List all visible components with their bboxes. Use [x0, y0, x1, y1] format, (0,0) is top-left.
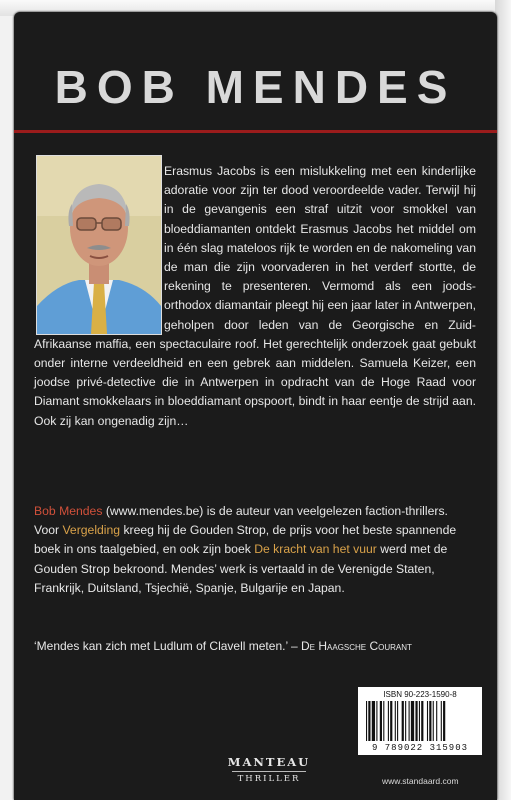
- publisher-divider: [232, 771, 306, 772]
- bio-text-1: (www.mendes.be) is de auteur van veelgelezen faction-thrillers. Voor: [34, 504, 448, 538]
- press-quote: [34, 639, 476, 653]
- bio-book-kracht: De kracht van het vuur: [254, 542, 377, 557]
- synopsis-body: Erasmus Jacobs is een mislukkeling met een kinderlijke adoratie voor zijn ter dood veroordeelde vader. Terwijl hij in de gevangenis een straf uitzit voor smokkel van bloeddiamanten ontdekt Erasmus Jacobs het middel om in één slag mateloos rijk te worden en de nakomeling van de man die zijn voorvaderen in het verderf stortte, de rekening te presenteren. Vermomd als een joods-orthodox diamantair pleegt hij een jaar later in Antwerpen, geholpen door leden van de Georgische en Zuid-Afrikaanse maffia, een spectaculaire roof. Het gerechtelijk onderzoek gaat gebukt onder interne verdeeldheid en een gebrek aan middelen. Samuela Keizer, een joodse privé-detective die in Antwerpen in opdracht van de Hoge Raad voor Diamant smokkelaars in bloeddiamant opspoort, bindt in haar eentje de strijd aan. Ook zij kan ongenadig zijn…: [34, 164, 476, 428]
- synopsis-text: [34, 162, 476, 431]
- publisher-name: MANTEAU: [227, 755, 311, 769]
- author-bio: [34, 502, 476, 598]
- publisher-website: www.standaard.com: [382, 776, 459, 786]
- ean-number: 9 789022 315903: [371, 743, 468, 753]
- author-title: BOB MENDES: [54, 61, 457, 113]
- quote-text: ‘Mendes kan zich met Ludlum of Clavell meten.’ –: [34, 639, 302, 653]
- bio-text-3: werd met de Gouden Strop bekroond. Mendes’ werk is vertaald in de Verenigde Staten, Frankrijk, Duitsland, Tsjechië, Spanje, Bulgarije en Japan.: [34, 542, 448, 595]
- quote-source: De Haagsche Courant: [301, 639, 412, 653]
- publisher-collection: THRILLER: [237, 774, 301, 784]
- photo-spacer: [34, 162, 164, 334]
- cover-board: [14, 12, 497, 800]
- publisher-logo: [226, 755, 312, 784]
- bio-text-2: kreeg hij de Gouden Strop, de prijs voor het beste spannende boek in ons taalgebied, en ook zijn boek: [34, 523, 457, 557]
- bio-author-name: Bob Mendes: [34, 504, 103, 518]
- title-divider: [14, 130, 497, 133]
- page-edges-right: [495, 0, 511, 800]
- barcode-panel: [358, 687, 482, 755]
- barcode-icon: [366, 701, 474, 741]
- isbn-label: ISBN 90-223-1590-8: [383, 690, 457, 699]
- bio-book-vergelding: Vergelding: [62, 523, 121, 538]
